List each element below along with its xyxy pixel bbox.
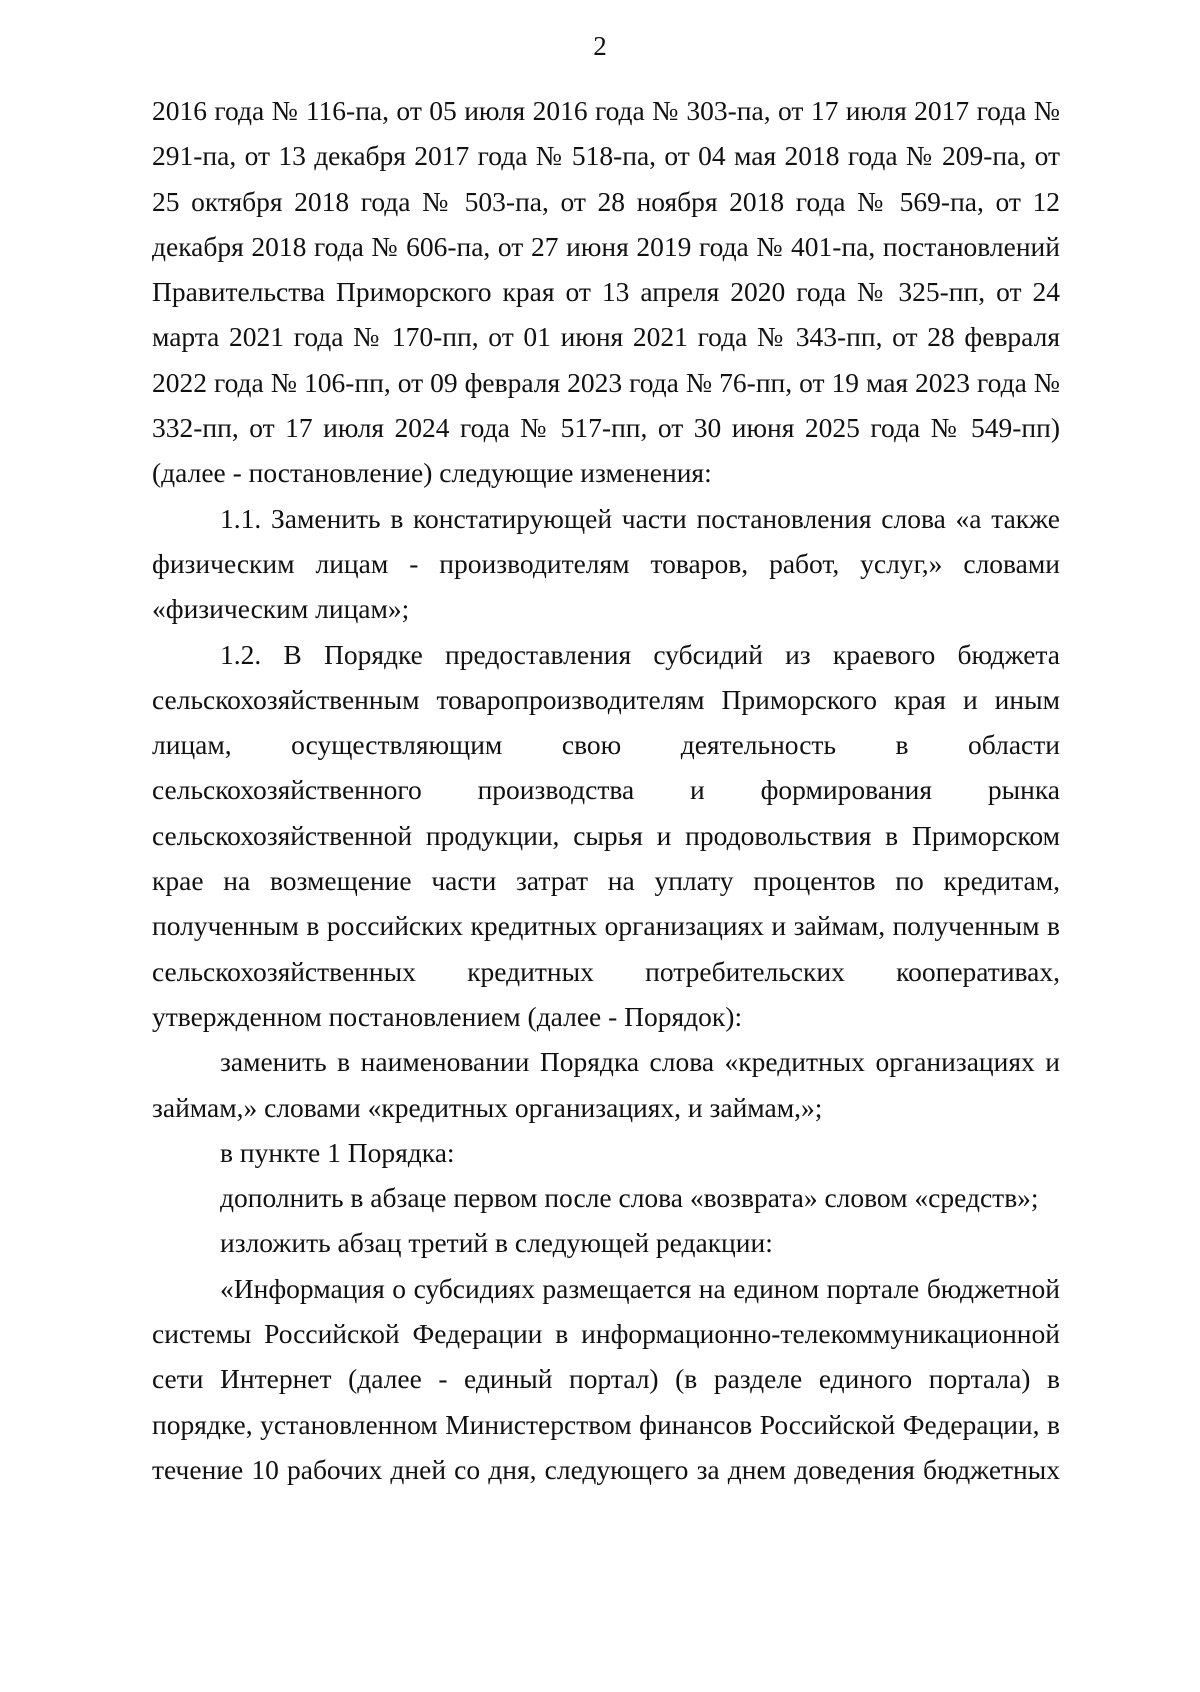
paragraph-quote-information: «Информация о субсидиях размещается на едином портале бюджетной системы Российской Федерации в информационно-телекоммуникационной сети Интернет (далее - единый портал) (в разделе единого портала) в порядке, установленном Министерством финансов Российской Федерации, в течение 10 рабочих дней со дня, следующего за днем доведения бюджетных bbox=[152, 1272, 1060, 1485]
document-body bbox=[152, 88, 1060, 1492]
paragraph-item-1-2: 1.2. В Порядке предоставления субсидий из краевого бюджета сельскохозяйственным товаропроизводителям Приморского края и иным лицам, осуществляющим свою деятельность в области сельскохозяйственного производства и формирования рынка сельскохозяйственной продукции, сырья и продовольствия в Приморском крае на возмещение части затрат на уплату процентов по кредитам, полученным в российских кредитных организациях и займам, полученным в сельскохозяйственных кредитных потребительских кооперативах, утвержденном постановлением (далее - Порядок): bbox=[152, 638, 1060, 1032]
paragraph-replace-title: заменить в наименовании Порядка слова «кредитных организациях и займам,» словами «кредитных организациях, и займам,»; bbox=[152, 1046, 1060, 1123]
paragraph-item-1-1: 1.1. Заменить в констатирующей части постановления слова «а также физическим лицам - производителям товаров, работ, услуг,» словами «физическим лицам»; bbox=[152, 502, 1060, 625]
paragraph-continuation: 2016 года № 116-па, от 05 июля 2016 года № 303-па, от 17 июля 2017 года № 291-па, от 13 декабря 2017 года № 518-па, от 04 мая 2018 года № 209-па, от 25 октября 2018 года № 503-па, от 28 ноября 2018 года № 569-па, от 12 декабря 2018 года № 606-па, от 27 июня 2019 года № 401-па, постановлений Правительства Приморского края от 13 апреля 2020 года № 325-пп, от 24 марта 2021 года № 170-пп, от 01 июня 2021 года № 343-пп, от 28 февраля 2022 года № 106-пп, от 09 февраля 2023 года № 76-пп, от 19 мая 2023 года № 332-пп, от 17 июля 2024 года № 517-пп, от 30 июня 2025 года № 549-пп) (далее - постановление) следующие изменения: bbox=[152, 95, 1060, 489]
paragraph-third-abzac: изложить абзац третий в следующей редакции: bbox=[220, 1227, 773, 1259]
paragraph-point-1: в пункте 1 Порядка: bbox=[220, 1136, 455, 1168]
page-number: 2 bbox=[593, 31, 607, 61]
paragraph-add-word: дополнить в абзаце первом после слова «возврата» словом «средств»; bbox=[220, 1182, 1039, 1214]
